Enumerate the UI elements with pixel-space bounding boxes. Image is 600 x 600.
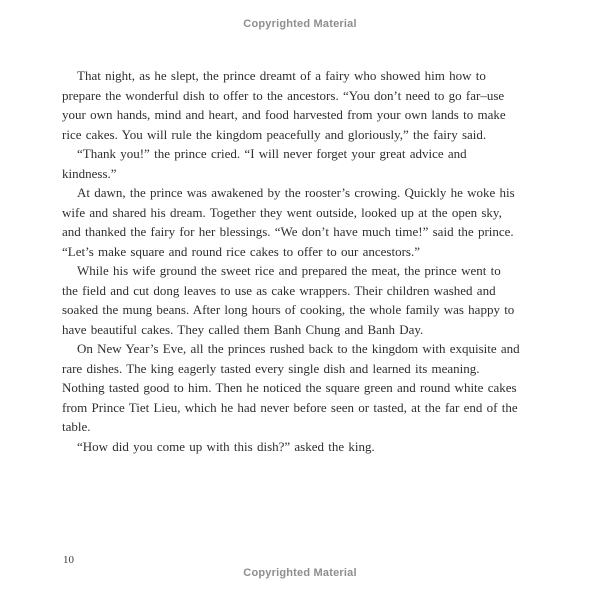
story-paragraph: While his wife ground the sweet rice and prepared the meat, the prince went to the field and cut dong leaves to use as cake wrappers. Their children washed and soaked the mung beans. After long hours of cooking, the whole family was happy to have beautiful cakes. They called them Banh Chung and Banh Day. (62, 263, 515, 337)
copyright-notice-top: Copyrighted Material (243, 18, 357, 30)
story-text-block (62, 66, 520, 456)
story-paragraph: “How did you come up with this dish?” asked the king. (77, 438, 375, 454)
story-paragraph: At dawn, the prince was awakened by the rooster’s crowing. Quickly he woke his wife and shared his dream. Together they went outside, looked up at the open sky, and thanked the fairy for her blessings. “We don’t have much time!” said the prince. “Let’s make square and round rice cakes to offer to our ancestors.” (62, 185, 515, 259)
story-paragraph: That night, as he slept, the prince dreamt of a fairy who showed him how to prepare the wonderful dish to offer to the ancestors. “You don’t need to go far–use your own hands, mind and heart, and food harvested from your own lands to make rice cakes. You will rule the kingdom peacefully and gloriously,” the fairy said. (62, 68, 506, 142)
page-number: 10 (63, 554, 74, 566)
story-paragraph: “Thank you!” the prince cried. “I will never forget your great advice and kindness.” (62, 146, 467, 181)
copyright-notice-bottom: Copyrighted Material (243, 567, 357, 579)
story-paragraph: On New Year’s Eve, all the princes rushed back to the kingdom with exquisite and rare dishes. The king eagerly tasted every single dish and learned its meaning. Nothing tasted good to him. Then he noticed the square green and round white cakes from Prince Tiet Lieu, which he had never before seen or tasted, at the far end of the table. (62, 341, 520, 434)
